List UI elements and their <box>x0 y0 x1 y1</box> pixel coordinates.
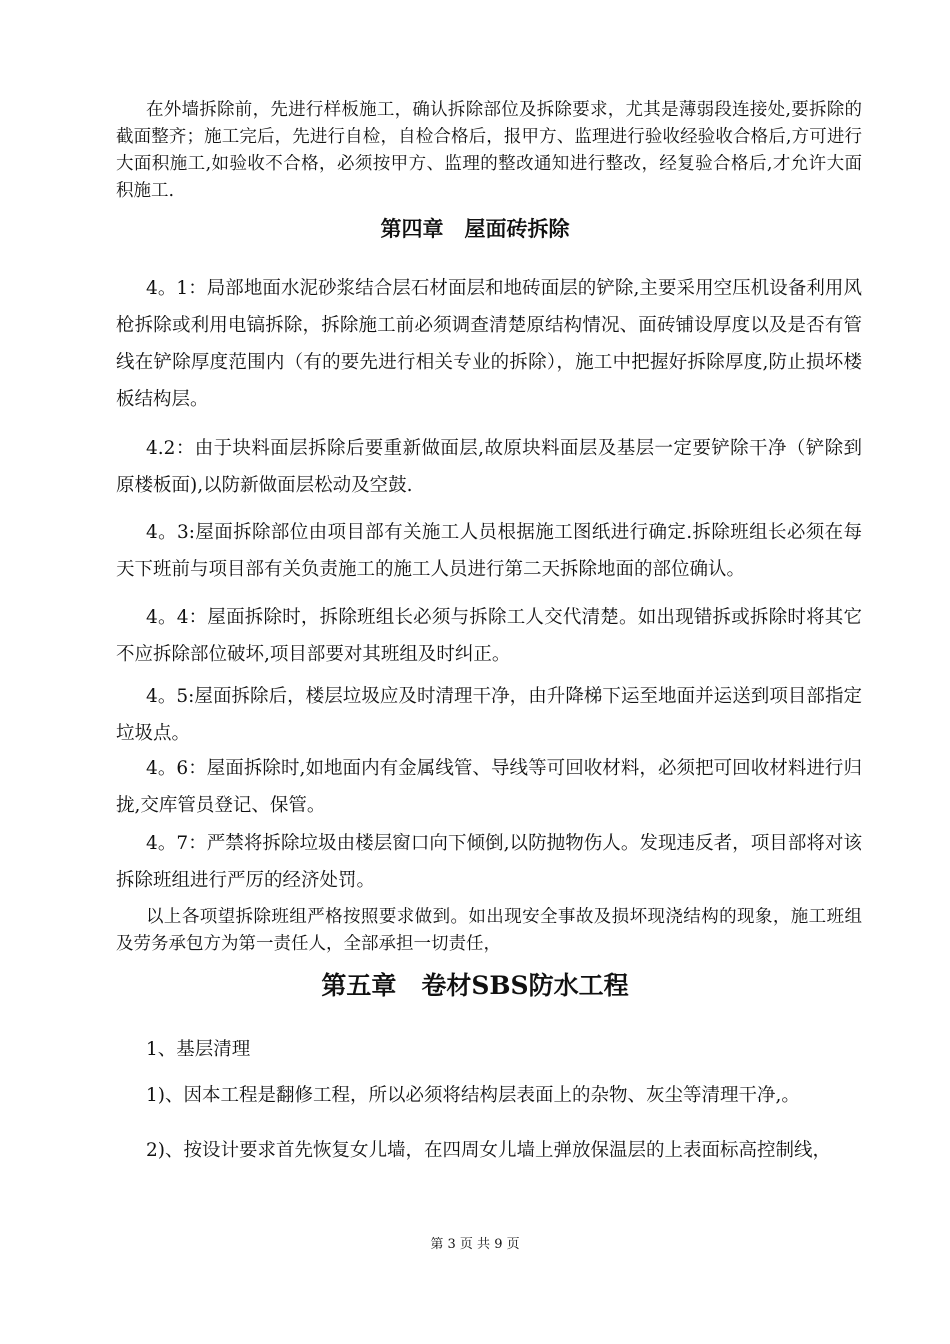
page-footer: 第 3 页 共 9 页 <box>430 1237 520 1252</box>
chapter4-item-2: 4.2：由于块料面层拆除后要重新做面层,故原块料面层及基层一定要铲除干净（铲除到原楼板面),以防新做面层松动及空鼓. <box>116 438 862 496</box>
chapter4-item-4: 4。4：屋面拆除时，拆除班组长必须与拆除工人交代清楚。如出现错拆或拆除时将其它不应拆除部位破坏,项目部要对其班组及时纠正。 <box>116 607 862 665</box>
chapter4-item-6: 4。6：屋面拆除时,如地面内有金属线管、导线等可回收材料，必须把可回收材料进行归拢,交库管员登记、保管。 <box>116 758 862 816</box>
chapter4-item-3: 4。3:屋面拆除部位由项目部有关施工人员根据施工图纸进行确定.拆除班组长必须在每天下班前与项目部有关负责施工的施工人员进行第二天拆除地面的部位确认。 <box>116 522 862 580</box>
chapter4-item-5: 4。5:屋面拆除后，楼层垃圾应及时清理干净，由升降梯下运至地面并运送到项目部指定垃圾点。 <box>116 686 862 744</box>
chapter5-section1: 1、基层清理 <box>146 1039 251 1060</box>
chapter4-title: 第四章 屋面砖拆除 <box>380 216 570 241</box>
chapter5-title: 第五章 卷材SBS防水工程 <box>321 971 629 1000</box>
chapter4-item-1: 4。1：局部地面水泥砂浆结合层石材面层和地砖面层的铲除,主要采用空压机设备利用风枪拆除或利用电镐拆除，拆除施工前必须调查清楚原结构情况、面砖铺设厚度以及是否有管线在铲除厚度范围内（有的要先进行相关专业的拆除），施工中把握好拆除厚度,防止损坏楼板结构层。 <box>116 278 862 410</box>
intro-paragraph: 在外墙拆除前，先进行样板施工，确认拆除部位及拆除要求，尤其是薄弱段连接处,要拆除的截面整齐；施工完后，先进行自检，自检合格后，报甲方、监理进行验收经验收合格后,方可进行大面积施工,如验收不合格，必须按甲方、监理的整改通知进行整改，经复验合格后,才允许大面积施工. <box>116 100 862 201</box>
chapter4-item-7: 4。7：严禁将拆除垃圾由楼层窗口向下倾倒,以防抛物伤人。发现违反者，项目部将对该拆除班组进行严厉的经济处罚。 <box>116 833 862 891</box>
chapter5-item2: 2)、按设计要求首先恢复女儿墙，在四周女儿墙上弹放保温层的上表面标高控制线， <box>146 1140 831 1161</box>
chapter5-item1: 1)、因本工程是翻修工程，所以必须将结构层表面上的杂物、灰尘等清理干净,。 <box>146 1085 800 1106</box>
chapter4-closing: 以上各项望拆除班组严格按照要求做到。如出现安全事故及损坏现浇结构的现象，施工班组及劳务承包方为第一责任人，全部承担一切责任， <box>116 907 862 954</box>
